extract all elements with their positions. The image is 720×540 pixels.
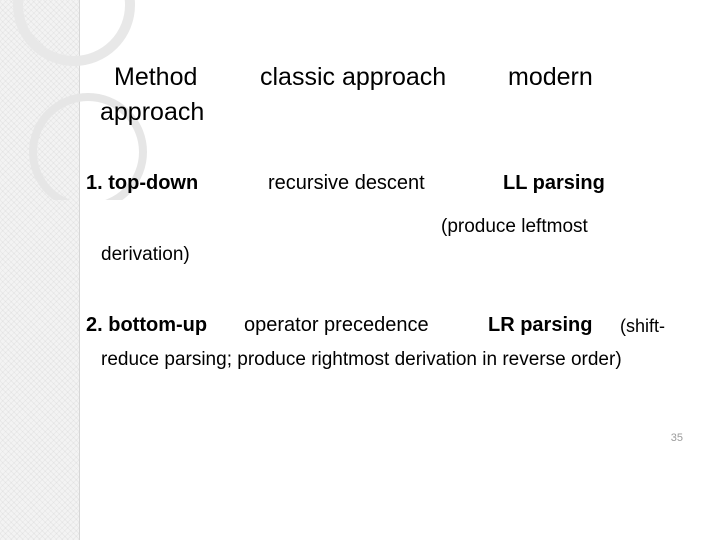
row-bottom-up-modern: LR parsing bbox=[488, 314, 593, 336]
header-classic-approach: classic approach bbox=[260, 63, 447, 91]
slide-sidebar-panel bbox=[0, 0, 80, 540]
header-modern: modern bbox=[508, 63, 593, 91]
row-top-down-label: 1. top-down bbox=[86, 172, 199, 194]
row-top-down-note: (produce leftmost bbox=[441, 216, 588, 237]
row-top-down-modern: LL parsing bbox=[503, 172, 605, 194]
row-bottom-up-classic: operator precedence bbox=[244, 314, 429, 336]
header-approach: approach bbox=[100, 98, 205, 126]
row-top-down-classic: recursive descent bbox=[268, 172, 425, 194]
row-top-down-note-cont: derivation) bbox=[101, 244, 190, 265]
header-method: Method bbox=[114, 63, 198, 91]
slide-number: 35 bbox=[670, 432, 683, 444]
row-bottom-up-note-cont: reduce parsing; produce rightmost derivation in reverse order) bbox=[101, 349, 622, 370]
row-bottom-up-label: 2. bottom-up bbox=[86, 314, 208, 336]
row-bottom-up-note: (shift- bbox=[620, 316, 665, 336]
